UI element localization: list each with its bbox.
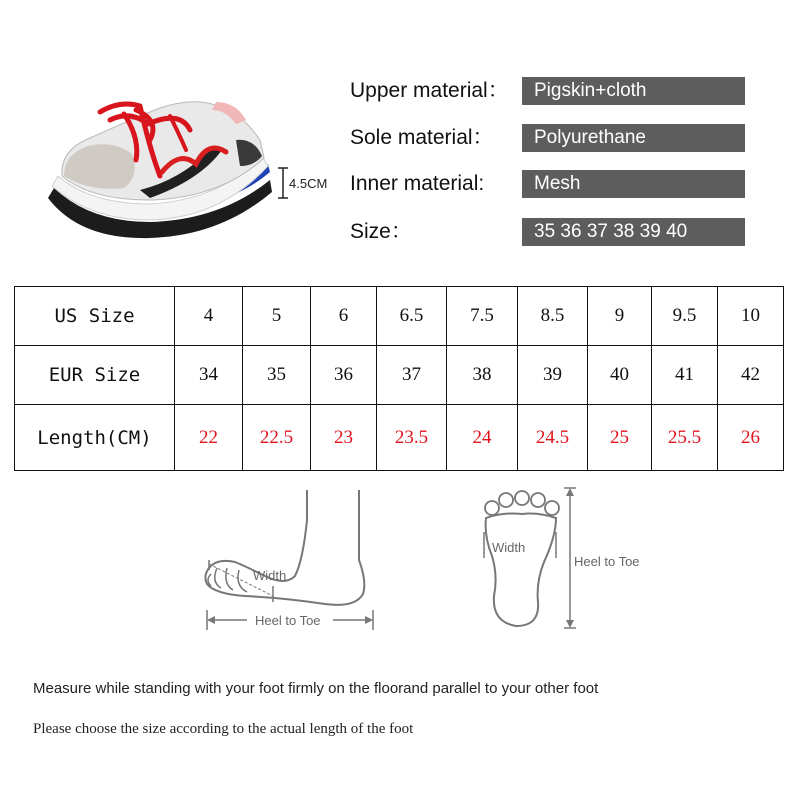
table-cell: 22 (175, 405, 243, 471)
width-label: Width (492, 540, 526, 555)
spec-value: 35 36 37 38 39 40 (522, 218, 745, 246)
sneaker-image (40, 80, 280, 260)
table-cell: 24 (447, 405, 518, 471)
table-cell: 8.5 (518, 287, 588, 346)
table-cell: 38 (447, 346, 518, 405)
size-choice-instruction: Please choose the size according to the actual length of the foot (33, 721, 414, 737)
heel-to-toe-label: Heel to Toe (255, 613, 321, 628)
table-row-us (15, 287, 784, 346)
heel-to-toe-label: Heel to Toe (574, 554, 640, 569)
row-header: US Size (15, 287, 175, 346)
table-cell: 39 (518, 346, 588, 405)
table-cell: 34 (175, 346, 243, 405)
width-label: Width (253, 568, 287, 583)
table-cell: 6.5 (377, 287, 447, 346)
table-cell: 9.5 (652, 287, 718, 346)
table-cell: 9 (588, 287, 652, 346)
table-row-eur (15, 346, 784, 405)
foot-top-diagram (478, 486, 658, 636)
foot-side-diagram (195, 490, 380, 635)
table-cell: 42 (718, 346, 784, 405)
table-cell: 5 (243, 287, 311, 346)
table-cell: 35 (243, 346, 311, 405)
row-header: EUR Size (15, 346, 175, 405)
spec-label: Size： (350, 220, 412, 243)
table-cell: 10 (718, 287, 784, 346)
spec-label: Inner material: (350, 172, 485, 195)
spec-value: Polyurethane (522, 124, 745, 152)
table-cell: 40 (588, 346, 652, 405)
table-cell: 22.5 (243, 405, 311, 471)
table-cell: 25 (588, 405, 652, 471)
table-cell: 23.5 (377, 405, 447, 471)
heel-height-label: 4.5CM (289, 176, 328, 191)
size-chart-table (14, 286, 784, 471)
measure-instruction: Measure while standing with your foot firmly on the floorand parallel to your other foot (33, 680, 599, 697)
spec-value: Pigskin+cloth (522, 77, 745, 105)
spec-label: Upper material： (350, 79, 509, 102)
spec-label: Sole material： (350, 126, 494, 149)
table-cell: 23 (311, 405, 377, 471)
table-cell: 26 (718, 405, 784, 471)
heel-height-marker-icon (276, 166, 290, 200)
row-header: Length(CM) (15, 405, 175, 471)
spec-value: Mesh (522, 170, 745, 198)
table-cell: 4 (175, 287, 243, 346)
table-row-length (15, 405, 784, 471)
table-cell: 24.5 (518, 405, 588, 471)
table-cell: 37 (377, 346, 447, 405)
table-cell: 7.5 (447, 287, 518, 346)
table-cell: 41 (652, 346, 718, 405)
table-cell: 6 (311, 287, 377, 346)
table-cell: 36 (311, 346, 377, 405)
table-cell: 25.5 (652, 405, 718, 471)
